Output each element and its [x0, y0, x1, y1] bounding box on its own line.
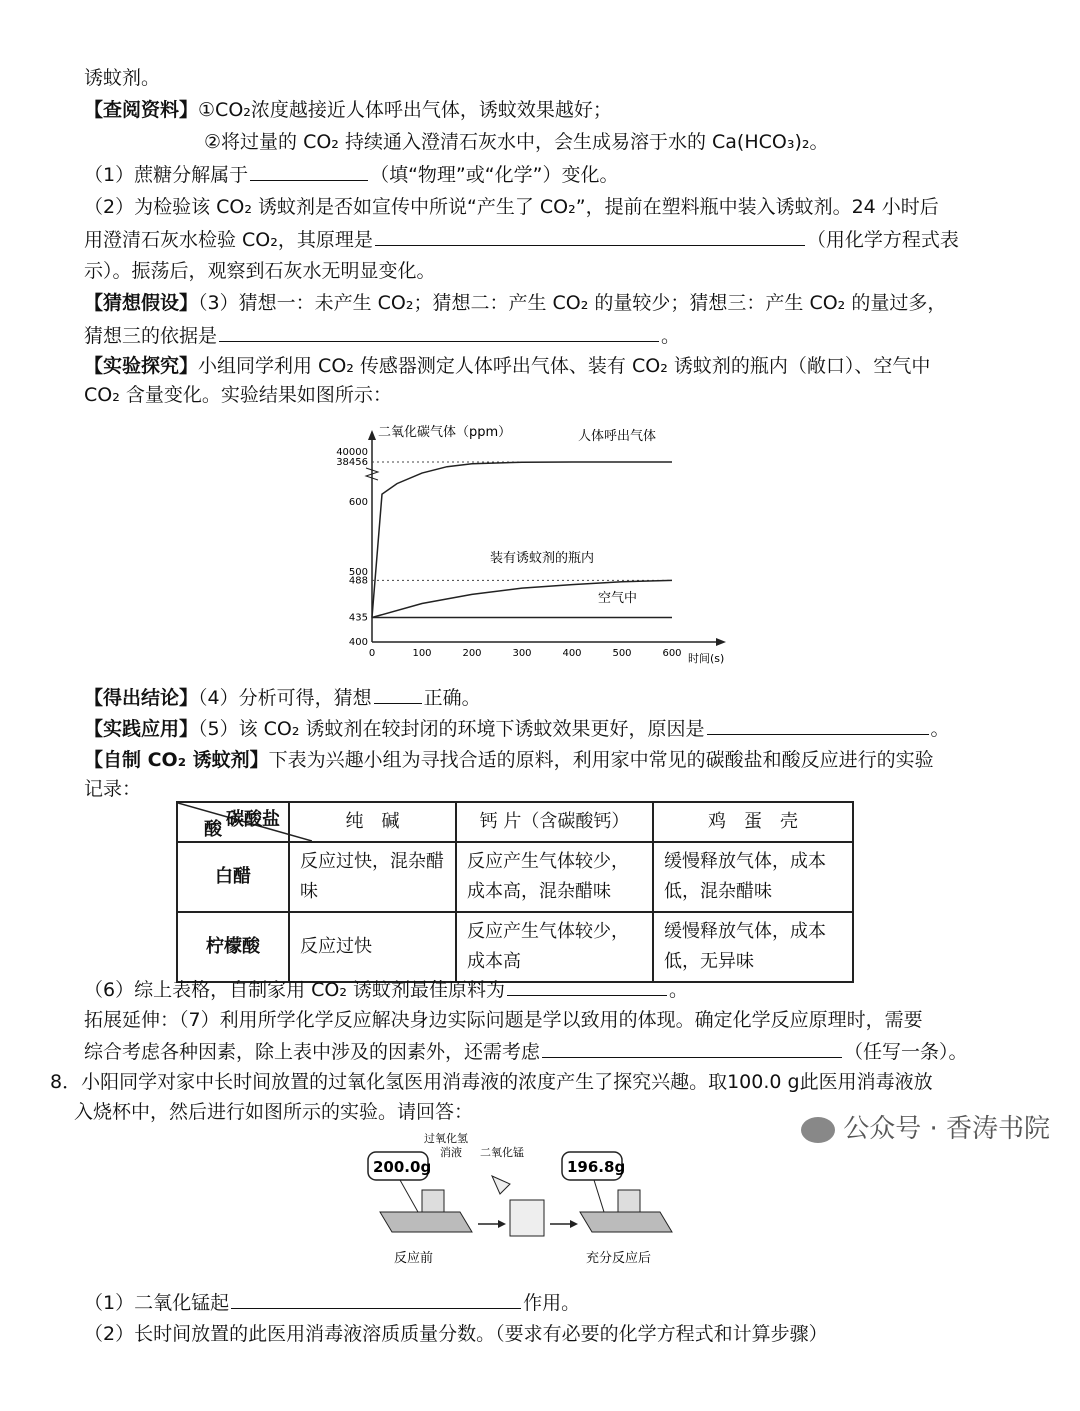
experiment-figure [360, 1132, 690, 1270]
section-tag: 【实验探究】 [84, 355, 199, 377]
mass-before: 200.0g [373, 1158, 432, 1176]
y-tick-label: 435 [348, 612, 368, 624]
text: 用澄清石灰水检验 CO₂，其原理是 [84, 229, 373, 251]
balance-scale-before [380, 1212, 472, 1232]
text: （3）猜想一：未产生 CO₂；猜想二：产生 CO₂ 的量较少；猜想三：产生 CO₂ 的量过多， [198, 292, 947, 314]
label-before: 反应前 [394, 1251, 434, 1266]
text: 猜想三的依据是 [84, 325, 218, 347]
row-header: 白醋 [177, 842, 289, 912]
text: 。 [661, 325, 681, 347]
x-tick-label: 600 [662, 648, 682, 659]
column-header: 纯 碱 [289, 802, 456, 842]
text: 作用。 [523, 1292, 581, 1314]
y-tick-label: 38456 [336, 457, 368, 468]
text: （填“物理”或“化学”）变化。 [370, 164, 619, 186]
answer-blank[interactable] [219, 321, 659, 342]
text-line: 诱蚊剂。 [84, 67, 161, 89]
series-label: 装有诱蚊剂的瓶内 [490, 551, 595, 566]
question-3 [84, 289, 946, 317]
experiment-intro-cont: CO₂ 含量变化。实验结果如图所示： [84, 384, 392, 406]
problem-8: 8．小阳同学对家中长时间放置的过氧化氢医用消毒液的浓度产生了探究兴趣。取100.0 g此医用消毒液放 [50, 1071, 933, 1093]
x-axis-label: 时间(s) [688, 652, 725, 665]
text: （任写一条）。 [844, 1041, 968, 1063]
text-line: ②将过量的 CO₂ 持续通入澄清石灰水中，会生成易溶于水的 Ca(HCO₃)₂。 [204, 131, 829, 153]
x-tick-label: 0 [368, 648, 376, 659]
text: （6）综上表格，自制家用 CO₂ 诱蚊剂最佳原料为 [84, 979, 506, 1001]
corner-label-top: 碳酸盐 [226, 809, 280, 830]
y-tick-label: 40000 [336, 447, 368, 458]
watermark [801, 1108, 1050, 1145]
mass-after: 196.8g [567, 1158, 626, 1176]
watermark-text: 公众号 · 香涛书院 [843, 1114, 1050, 1144]
text: （1）蔗糖分解属于 [84, 164, 249, 186]
label-solution: 消液 [440, 1146, 462, 1159]
axis-break-icon [366, 468, 378, 480]
experiment-intro [84, 352, 930, 380]
label-after: 充分反应后 [586, 1251, 652, 1266]
row-header: 柠檬酸 [177, 912, 289, 982]
text-line [84, 96, 612, 124]
self-made-intro [84, 746, 934, 774]
wechat-icon [801, 1117, 835, 1143]
section-tag: 【猜想假设】 [84, 292, 199, 314]
arrow-icon [498, 1220, 506, 1228]
question-2-end: 示）。振荡后，观察到石灰水无明显变化。 [84, 260, 436, 282]
text: （1）二氧化锰起 [84, 1292, 230, 1314]
x-tick-label: 300 [512, 648, 532, 659]
x-tick-label: 200 [462, 648, 482, 659]
text: （5）该 CO₂ 诱蚊剂在较封闭的环境下诱蚊效果更好，原因是 [198, 718, 705, 740]
p8-question-1 [84, 1288, 580, 1317]
arrow-icon [570, 1220, 578, 1228]
balance-scale-after [580, 1212, 672, 1232]
self-made-intro-cont: 记录： [84, 778, 142, 800]
x-tick-label: 400 [562, 648, 582, 659]
text: （4）分析可得，猜想 [198, 687, 372, 709]
p8-question-2: （2）长时间放置的此医用消毒液溶质质量分数。（要求有必要的化学方程式和计算步骤） [84, 1323, 828, 1345]
text: 小组同学利用 CO₂ 传感器测定人体呼出气体、装有 CO₂ 诱蚊剂的瓶内（敞口）、空气中 [198, 355, 931, 377]
answer-blank[interactable] [250, 160, 368, 181]
label-h2o2: 过氧化氢 [424, 1132, 468, 1145]
beaker-after [618, 1190, 640, 1212]
series-label: 人体呼出气体 [578, 429, 657, 444]
answer-blank[interactable] [231, 1288, 521, 1309]
question-5 [84, 714, 950, 743]
question-4 [84, 683, 481, 712]
text: 。 [930, 718, 950, 740]
x-tick-label: 100 [412, 648, 432, 659]
corner-label-bottom: 酸 [204, 819, 222, 840]
table-cell: 反应过快，混杂醋味 [289, 842, 456, 912]
y-tick-label: 500 [348, 567, 368, 578]
x-axis-arrow [716, 638, 726, 646]
text: ①CO₂浓度越接近人体呼出气体，诱蚊效果越好； [198, 99, 612, 121]
y-tick-label: 488 [348, 575, 368, 587]
table-cell: 缓慢释放气体，成本低，混杂醋味 [653, 842, 853, 912]
reaction-beaker [510, 1200, 544, 1236]
x-tick-label: 500 [612, 648, 632, 659]
label-mno2: 二氧化锰 [480, 1146, 524, 1159]
text: （用化学方程式表 [806, 229, 959, 251]
beaker-before [422, 1190, 444, 1212]
y-axis-arrow [368, 430, 376, 440]
table-corner-cell [177, 802, 289, 842]
text: 下表为兴趣小组为寻找合适的原料，利用家中常见的碳酸盐和酸反应进行的实验 [268, 749, 934, 771]
table-cell: 反应过快 [289, 912, 456, 982]
text: 。 [669, 979, 689, 1001]
answer-blank[interactable] [707, 714, 929, 735]
table-cell: 缓慢释放气体，成本低，无异味 [653, 912, 853, 982]
text: 综合考虑各种因素，除上表中涉及的因素外，还需考虑 [84, 1041, 541, 1063]
section-tag: 【得出结论】 [84, 687, 199, 709]
table-cell: 反应产生气体较少，成本高，混杂醋味 [456, 842, 653, 912]
answer-blank[interactable] [375, 225, 805, 246]
table-header-row [177, 802, 853, 842]
pointer-line [400, 1180, 418, 1212]
table-row [177, 912, 853, 982]
column-header: 钙 片（含碳酸钙） [456, 802, 653, 842]
question-7-cont [84, 1037, 968, 1066]
experiment-table [176, 801, 854, 983]
table-cell: 反应产生气体较少，成本高 [456, 912, 653, 982]
series-label: 空气中 [598, 591, 638, 606]
answer-blank[interactable] [507, 975, 667, 996]
answer-blank[interactable] [374, 683, 422, 704]
pointer-line [594, 1180, 604, 1212]
table-row [177, 842, 853, 912]
co2-line-chart [330, 420, 730, 665]
y-tick-label: 400 [348, 637, 368, 648]
y-tick-label: 600 [348, 497, 368, 508]
mno2-paper-icon [492, 1176, 510, 1194]
question-6 [84, 975, 688, 1004]
question-2-cont [84, 225, 959, 254]
chart-title: 二氧化碳气体（ppm） [378, 425, 512, 440]
question-2: （2）为检验该 CO₂ 诱蚊剂是否如宣传中所说“产生了 CO₂”，提前在塑料瓶中装入诱蚊剂。24 小时后 [84, 196, 939, 218]
section-tag: 【自制 CO₂ 诱蚊剂】 [84, 749, 269, 771]
question-7: 拓展延伸：（7）利用所学化学反应解决身边实际问题是学以致用的体现。确定化学反应原理时，需要 [84, 1009, 923, 1031]
problem-8-cont: 入烧杯中，然后进行如图所示的实验。请回答： [74, 1101, 474, 1123]
answer-blank[interactable] [542, 1037, 842, 1058]
text: 正确。 [423, 687, 481, 709]
column-header: 鸡 蛋 壳 [653, 802, 853, 842]
section-tag: 【查阅资料】 [84, 99, 199, 121]
question-1 [84, 160, 618, 189]
question-3-cont [84, 321, 680, 350]
section-tag: 【实践应用】 [84, 718, 199, 740]
